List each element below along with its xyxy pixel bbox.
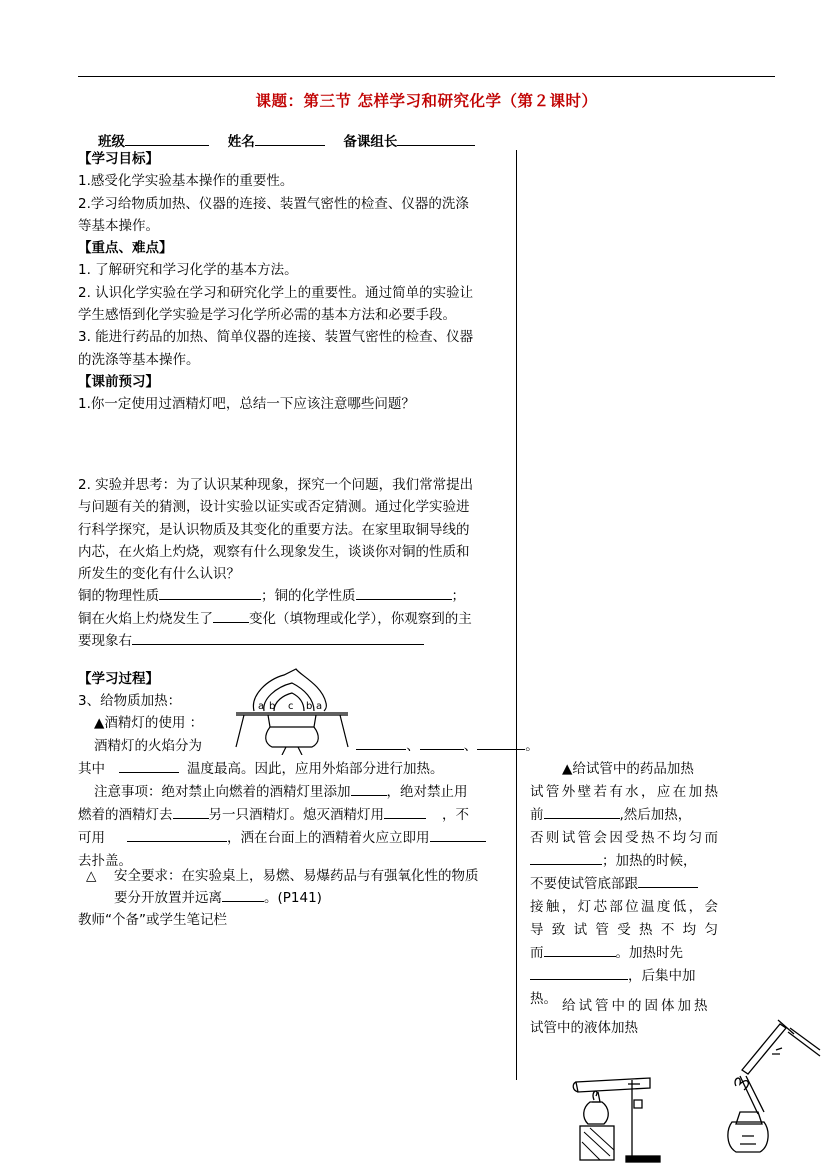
keypoint-line: 的洗涤等基本操作。	[78, 351, 200, 368]
safety-line-2	[114, 887, 322, 909]
note1a: 注意事项：绝对禁止向燃着的酒精灯里添加	[94, 784, 351, 800]
where-suffix: 温度最高。因此，应用外焰部分进行加热。	[187, 761, 444, 777]
note2a: 燃着的酒精灯去	[78, 807, 173, 823]
preview-heading: 【课前预习】	[78, 373, 159, 390]
q2-line: 行科学探究，是认识物质及其变化的重要方法。在家里取铜导线的	[78, 521, 470, 538]
observation-blank[interactable]	[132, 630, 424, 645]
right-line	[530, 873, 718, 896]
goal-line: 1.感受化学实验基本操作的重要性。	[78, 173, 294, 190]
observation-line	[78, 630, 508, 652]
cover-blank[interactable]	[430, 827, 486, 842]
flame-label-a-right: a	[316, 701, 323, 712]
note-line-1	[94, 781, 468, 803]
period: 。	[525, 738, 539, 754]
flame-line	[94, 735, 539, 757]
goals-heading: 【学习目标】	[78, 151, 159, 167]
note-line-2	[78, 804, 469, 826]
sep: 、	[406, 738, 420, 754]
when-heating: ；加热的时候，	[602, 853, 697, 869]
contact-blank[interactable]	[638, 873, 698, 888]
where-prefix: 其中	[78, 761, 105, 777]
liquid-heating-label: 试管中的液体加热	[530, 1020, 638, 1036]
note3a: 可用	[78, 830, 105, 846]
before: 前	[530, 807, 544, 823]
burn-prefix: 铜在火焰上灼烧发生了	[78, 610, 213, 627]
away-blank[interactable]	[222, 887, 264, 902]
semicolon: ；	[451, 588, 465, 605]
light-blank[interactable]	[173, 804, 209, 819]
copper-properties-line	[78, 585, 508, 607]
class-label: 班级	[98, 134, 125, 150]
flame-blank-3[interactable]	[477, 735, 525, 750]
flame-label-c: c	[288, 701, 294, 712]
q2-line: 2. 实验并思考：为了认识某种现象，探究一个问题，我们常常提出	[78, 477, 474, 493]
leader-label: 备课组长	[343, 134, 398, 150]
change-blank[interactable]	[213, 608, 249, 623]
right-line: 接触，灯芯部位温度低，会	[530, 899, 718, 915]
note2c: ，不	[442, 807, 469, 823]
hottest-line	[78, 758, 444, 780]
phys-label: 铜的物理性质	[78, 588, 159, 605]
left-column	[78, 148, 508, 416]
note-line-4: 去扑盖。	[78, 853, 132, 869]
right-heading: ▲给试管中的药品加热	[562, 761, 694, 777]
right-line	[530, 942, 718, 965]
burn-line	[78, 608, 508, 630]
goal-line: 2.学习给物质加热、仪器的连接、装置气密性的检查、仪器的洗涤	[78, 195, 469, 212]
keypoint-line: 2. 认识化学实验在学习和研究化学上的重要性。通过简单的实验让	[78, 284, 474, 301]
burn-suffix: 变化（填物理或化学），你观察到的主	[249, 610, 472, 627]
lamp-use-label: ▲酒精灯的使用 ：	[94, 715, 204, 731]
heat-first: 。加热时先	[615, 945, 683, 961]
column-divider	[516, 150, 517, 1080]
and: 而	[530, 945, 544, 961]
dont-touch: 不要使试管底部跟	[530, 876, 638, 892]
crack-blank[interactable]	[530, 850, 602, 865]
phys-blank[interactable]	[159, 585, 261, 600]
chem-label: ；铜的化学性质	[261, 588, 356, 605]
goal-line: 等基本操作。	[78, 217, 159, 234]
not-use-blank[interactable]	[127, 827, 227, 842]
step3-label: 3、给物质加热：	[78, 693, 182, 709]
note1b: ，绝对禁止用	[386, 784, 468, 800]
right-line: 试管外壁若有水，应在加热	[530, 784, 718, 800]
note2b: 另一只酒精灯。熄灭酒精灯用	[208, 807, 384, 823]
right-line: 热。	[530, 991, 557, 1007]
flame-label-b-right: b	[306, 701, 313, 712]
lamp-neck	[268, 715, 316, 727]
process-heading: 【学习过程】	[78, 671, 159, 687]
add-blank[interactable]	[351, 781, 387, 796]
name-field[interactable]	[255, 130, 325, 146]
flame-text: 酒精灯的火焰分为	[94, 738, 202, 754]
right-column	[530, 781, 718, 1011]
sep: 、	[463, 738, 478, 754]
flame-blank-2[interactable]	[420, 735, 464, 750]
right-line	[530, 850, 718, 873]
flame-label-a-left: a	[258, 701, 265, 712]
q2-line: 所发生的变化有什么认识？	[78, 566, 240, 583]
teacher-note: 教师“个备”或学生笔记栏	[78, 912, 227, 928]
obs-label: 要现象右	[78, 633, 132, 650]
right-line	[530, 965, 718, 988]
test-tube-holder-drawing	[736, 1014, 824, 1076]
q2-line: 内芯，在火焰上灼烧，观察有什么现象发生，谈谈你对铜的性质和	[78, 543, 470, 560]
keypoints-heading: 【重点、难点】	[78, 240, 173, 257]
hottest-blank[interactable]	[119, 758, 179, 773]
chem-blank[interactable]	[356, 585, 452, 600]
keypoint-line: 1. 了解研究和学习化学的基本方法。	[78, 262, 298, 279]
extinguish-blank[interactable]	[384, 804, 426, 819]
result-blank[interactable]	[544, 942, 616, 957]
safety-mark: △	[86, 868, 97, 884]
note-line-3	[78, 827, 486, 849]
leader-field[interactable]	[397, 130, 475, 146]
then-heat: ,然后加热，	[619, 807, 692, 823]
note3b: ，洒在台面上的酒精着火应立即用	[227, 830, 430, 846]
right-line	[530, 804, 718, 827]
right-line: 导致试管受热不均匀	[530, 922, 718, 938]
preview-q2	[78, 474, 508, 652]
safety2b: 。(P141)	[264, 890, 322, 906]
top-rule	[78, 76, 775, 77]
q2-line: 与问题有关的猜测，设计实验以证实或否定猜测。通过化学实验进	[78, 499, 470, 516]
page-title: 课题：第三节 怎样学习和研究化学（第２课时）	[255, 92, 598, 110]
keypoint-line: 学生感悟到化学实验是学习化学所必需的基本方法和必要手段。	[78, 307, 456, 324]
class-field[interactable]	[125, 130, 209, 146]
right-line: 否则试管会因受热不均匀而	[530, 830, 718, 846]
then-focus: ，后集中加	[628, 968, 696, 984]
solid-heating-apparatus	[570, 1060, 662, 1166]
preview-q1: 1.你一定使用过酒精灯吧，总结一下应该注意哪些问题？	[78, 396, 415, 413]
safety2a: 要分开放置并远离	[114, 890, 222, 906]
safety-line-1: 安全要求：在实验桌上，易燃、易爆药品与有强氧化性的物质	[114, 868, 479, 884]
dry-blank[interactable]	[544, 804, 620, 819]
keypoint-line: 3. 能进行药品的加热、简单仪器的连接、装置气密性的检查、仪器	[78, 329, 474, 346]
solid-heating-label: 给试管中的固体加热	[562, 998, 711, 1014]
flame-blank-1[interactable]	[356, 735, 406, 750]
flame-label-b-left: b	[269, 701, 276, 712]
preheat-blank[interactable]	[530, 965, 628, 980]
name-label: 姓名	[227, 134, 255, 150]
liquid-heating-apparatus	[722, 1074, 776, 1158]
